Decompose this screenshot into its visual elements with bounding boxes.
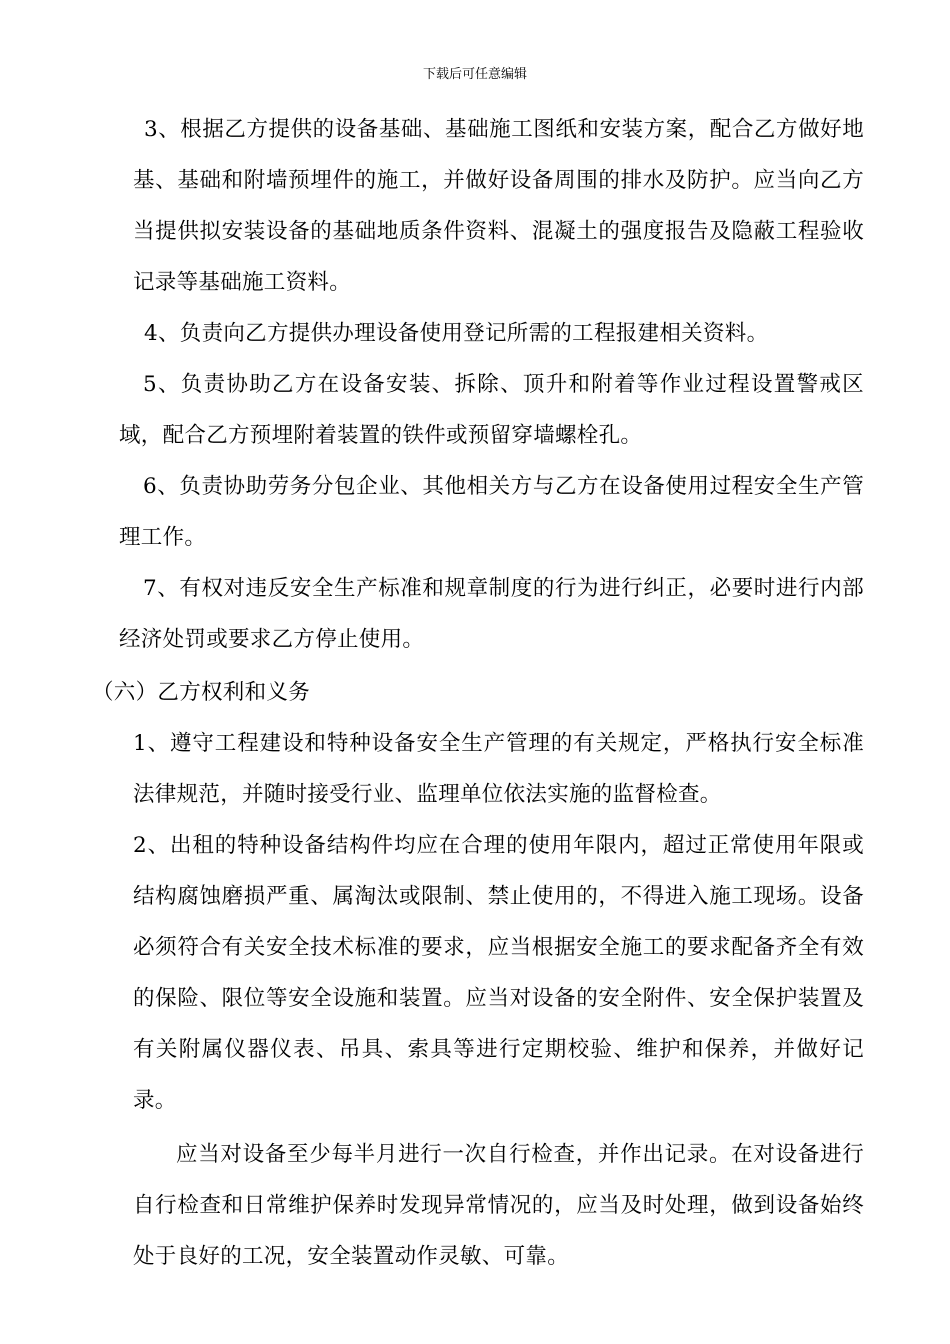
paragraph-self-inspection: 应当对设备至少每半月进行一次自行检查，并作出记录。在对设备进行自行检查和日常维护保养时发现异常情况的，应当及时处理，做到设备始终处于良好的工况，安全装置动作灵敏、可靠。 xyxy=(133,1142,864,1269)
paragraph-item-6: 6、负责协助劳务分包企业、其他相关方与乙方在设备使用过程安全生产管理工作。 xyxy=(119,474,864,550)
paragraph-party-b-2: 2、出租的特种设备结构件均应在合理的使用年限内，超过正常使用年限或结构腐蚀磨损严重、属淘汰或限制、禁止使用的，不得进入施工现场。设备必须符合有关安全技术标准的要求，应当根据安全施工的要求配备齐全有效的保险、限位等安全设施和装置。应当对设备的安全附件、安全保护装置及有关附属仪器仪表、吊具、索具等进行定期校验、维护和保养，并做好记录。 xyxy=(133,833,864,1113)
document-body xyxy=(0,104,950,1282)
paragraph-item-3: 3、根据乙方提供的设备基础、基础施工图纸和安装方案，配合乙方做好地基、基础和附墙预埋件的施工，并做好设备周围的排水及防护。应当向乙方当提供拟安装设备的基础地质条件资料、混凝土的强度报告及隐蔽工程验收记录等基础施工资料。 xyxy=(133,117,864,295)
section-heading: （六）乙方权利和义务 xyxy=(92,680,311,705)
paragraph-item-7: 7、有权对违反安全生产标准和规章制度的行为进行纠正，必要时进行内部经济处罚或要求乙方停止使用。 xyxy=(119,576,864,652)
paragraph-item-4: 4、负责向乙方提供办理设备使用登记所需的工程报建相关资料。 xyxy=(144,321,769,346)
paragraph-item-5: 5、负责协助乙方在设备安装、拆除、顶升和附着等作业过程设置警戒区域，配合乙方预埋附着装置的铁件或预留穿墙螺栓孔。 xyxy=(119,372,864,448)
paragraph-party-b-1: 1、遵守工程建设和特种设备安全生产管理的有关规定，严格执行安全标准法律规范，并随时接受行业、监理单位依法实施的监督检查。 xyxy=(133,731,864,807)
page-header: 下载后可任意编辑 xyxy=(422,67,527,82)
